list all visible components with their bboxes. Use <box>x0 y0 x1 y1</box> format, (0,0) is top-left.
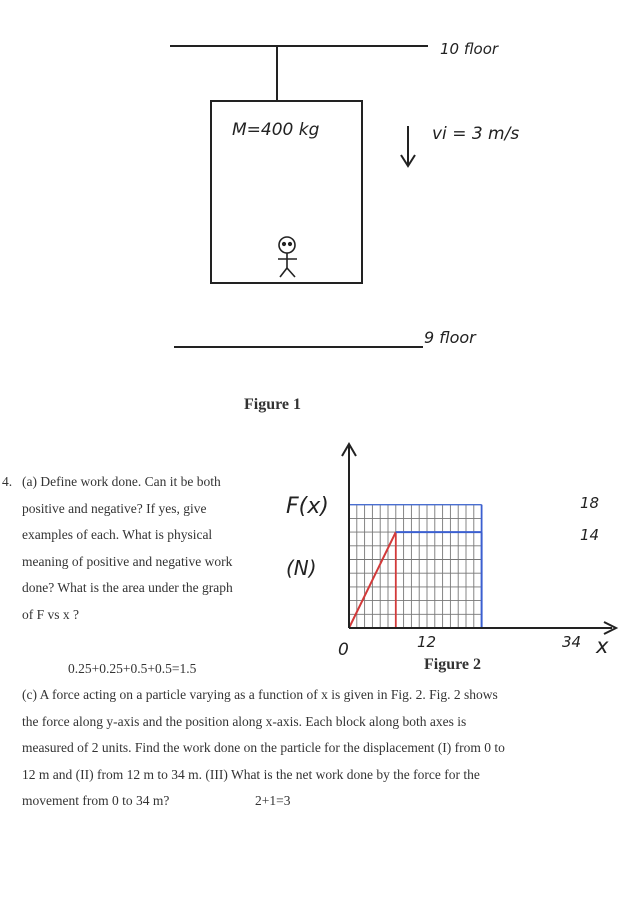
x-tick-label: 12 <box>417 633 437 651</box>
question-line: done? What is the area under the graph <box>22 580 233 595</box>
question-line: 12 m and (II) from 12 m to 34 m. (III) What is the net work done by the force for the <box>22 766 480 782</box>
question-line: (c) A force acting on a particle varying as a function of x is given in Fig. 2. Fig. 2 shows <box>22 687 498 702</box>
x-axis-label: x <box>596 634 609 658</box>
question-line: positive and negative? If yes, give <box>22 500 207 516</box>
question-4c-text <box>22 682 582 815</box>
figure2-caption: Figure 2 <box>424 656 482 673</box>
bottom-floor-label: 9 floor <box>424 328 476 347</box>
velocity-label: vi = 3 m/s <box>432 124 520 144</box>
origin-label: 0 <box>338 640 349 660</box>
question-line: the force along y-axis and the position along x-axis. Each block along both axes is <box>22 713 467 729</box>
question-line: (a) Define work done. Can it be both <box>22 474 221 489</box>
question-line: meaning of positive and negative work <box>22 553 233 569</box>
marks-part-a: 0.25+0.25+0.5+0.5=1.5 <box>68 661 197 676</box>
y-axis-label: F(x) <box>286 494 329 519</box>
y-tick-label: 18 <box>580 494 600 512</box>
top-floor-label: 10 floor <box>440 40 499 58</box>
question-line: examples of each. What is physical <box>22 527 213 542</box>
question-line: movement from 0 to 34 m? <box>22 793 170 808</box>
question-number: 4. <box>2 474 13 489</box>
y-axis-unit: (N) <box>286 556 317 580</box>
question-line: measured of 2 units. Find the work done on the particle for the displacement (I) from 0 to <box>22 740 505 755</box>
figure1-caption: Figure 1 <box>244 396 302 413</box>
marks-part-c: 2+1=3 <box>255 793 291 808</box>
x-tick-label: 34 <box>562 633 582 651</box>
question-line: of F vs x ? <box>22 606 79 622</box>
mass-label: M=400 kg <box>232 120 320 140</box>
y-tick-label: 14 <box>580 526 600 544</box>
